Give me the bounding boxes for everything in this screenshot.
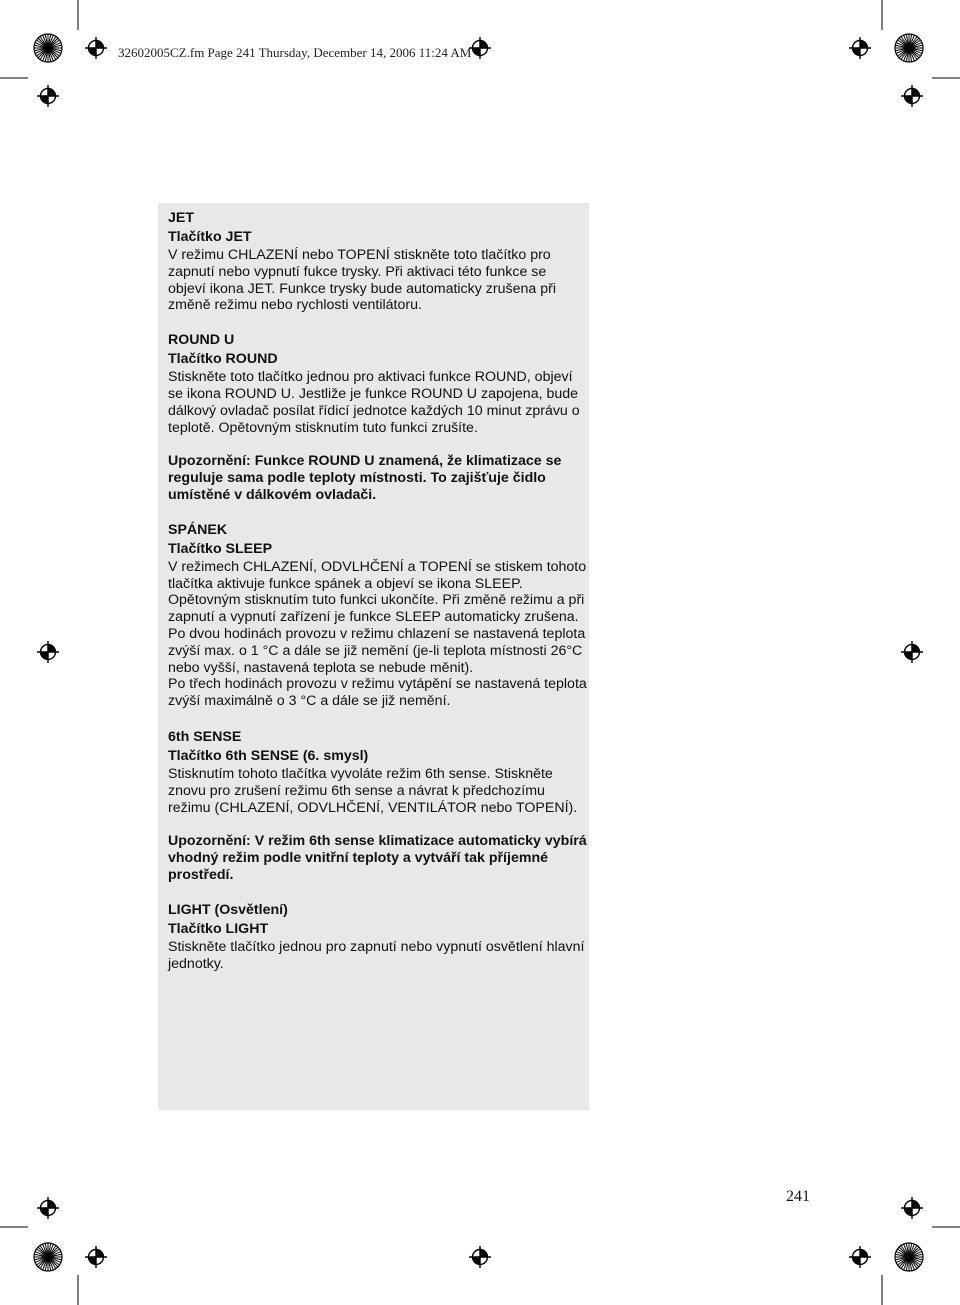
section-body: Po třech hodinách provozu v režimu vytápění se nastavená teplota zvýší maximálně o 3 °C a dále se již nemění. — [168, 676, 587, 710]
section-title: SPÁNEK — [168, 521, 228, 538]
registration-crosshair-icon — [37, 641, 59, 663]
registration-crosshair-icon — [469, 37, 491, 59]
file-info-header: 32602005CZ.fm Page 241 Thursday, December 14, 2006 11:24 AM — [118, 45, 472, 60]
content-column — [168, 209, 588, 972]
registration-crosshair-icon — [901, 85, 923, 107]
section-note: Upozornění: Funkce ROUND U znamená, že klimatizace se reguluje sama podle teploty místnosti. To zajišťuje čidlo umístěné v dálkovém ovladači. — [168, 453, 562, 503]
section-subtitle: Tlačítko LIGHT — [168, 920, 269, 937]
section-note: Upozornění: V režim 6th sense klimatizace automaticky vybírá vhodný režim podle vnitřní teploty a vytváří tak příjemné prostředí. — [168, 833, 587, 883]
registration-starburst-icon — [34, 34, 62, 62]
registration-starburst-icon — [34, 1243, 62, 1271]
section-subtitle: Tlačítko SLEEP — [168, 540, 273, 557]
registration-crosshair-icon — [849, 1246, 871, 1268]
registration-crosshair-icon — [37, 85, 59, 107]
section-title: 6th SENSE — [168, 728, 242, 745]
registration-crosshair-icon — [85, 1246, 107, 1268]
section-body: V režimu CHLAZENÍ nebo TOPENÍ stiskněte toto tlačítko pro zapnutí nebo vypnutí fukce trysky. Při aktivaci této funkce se objeví ikona JET. Funkce trysky bude automaticky zrušena při změně režimu nebo rychlosti ventilátoru. — [168, 247, 556, 314]
page-number: 241 — [786, 1188, 810, 1205]
registration-starburst-icon — [895, 1243, 923, 1271]
section-subtitle: Tlačítko JET — [168, 229, 252, 245]
section-title: LIGHT (Osvětlení) — [168, 901, 288, 918]
registration-crosshair-icon — [901, 1197, 923, 1219]
registration-crosshair-icon — [901, 641, 923, 663]
registration-starburst-icon — [895, 34, 923, 62]
section-subtitle: Tlačítko ROUND — [168, 351, 278, 368]
registration-crosshair-icon — [849, 37, 871, 59]
section-body: V režimech CHLAZENÍ, ODVLHČENÍ a TOPENÍ se stiskem tohoto tlačítka aktivuje funkce spánek a objeví se ikona SLEEP. Opětovným stisknutím tuto funkci ukončíte. Při změně režimu a při zapnutí a vypnutí zařízení je funkce SLEEP automaticky zrušena. — [168, 558, 587, 626]
section-title: JET — [168, 210, 195, 226]
section-body: Stiskněte toto tlačítko jednou pro aktivaci funkce ROUND, objeví se ikona ROUND U. Jestliže je funkce ROUND U zapojena, bude dálkový ovladač posílat řídicí jednotce každých 10 minut zprávu o teplotě. Opětovným stisknutím tuto funkci zrušíte. — [168, 369, 580, 436]
section-subtitle: Tlačítko 6th SENSE (6. smysl) — [168, 747, 369, 764]
section-body: Po dvou hodinách provozu v režimu chlazení se nastavená teplota zvýší max. o 1 °C a dále se již nemění (je-li teplota místnosti 26°C nebo vyšší, nastavená teplota se nebude měnit). — [168, 625, 586, 676]
section-body: Stiskněte tlačítko jednou pro zapnutí nebo vypnutí osvětlení hlavní jednotky. — [168, 938, 585, 972]
registration-crosshair-icon — [37, 1197, 59, 1219]
registration-crosshair-icon — [85, 37, 107, 59]
section-title: ROUND U — [168, 332, 235, 349]
registration-crosshair-icon — [469, 1246, 491, 1268]
section-body: Stisknutím tohoto tlačítka vyvoláte režim 6th sense. Stiskněte znovu pro zrušení režimu 6th sense a návrat k předchozímu režimu (CHLAZENÍ, ODVLHČENÍ, VENTILÁTOR nebo TOPENÍ). — [168, 765, 578, 816]
